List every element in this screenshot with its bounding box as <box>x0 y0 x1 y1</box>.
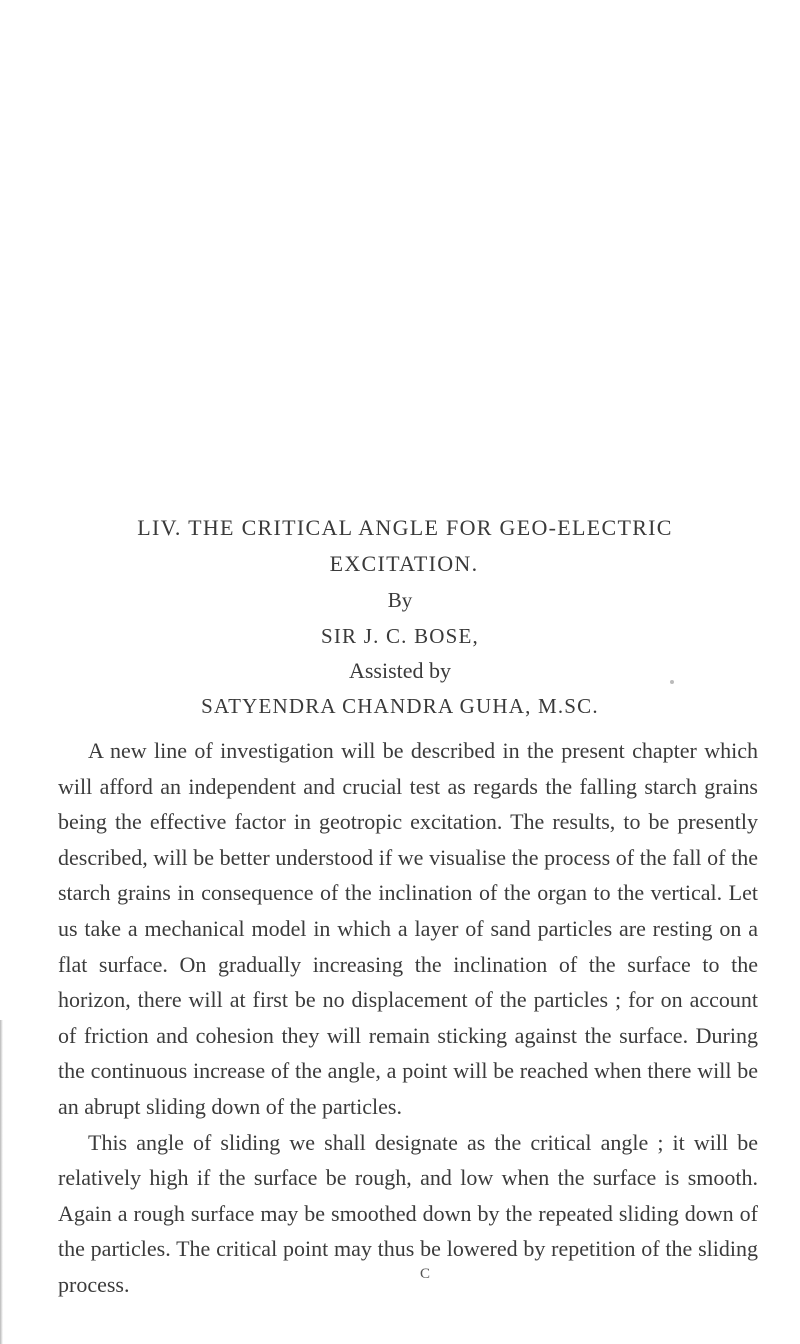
chapter-title-line-2: EXCITATION. <box>329 551 479 576</box>
chapter-title <box>0 510 800 582</box>
paper-speck <box>670 680 674 684</box>
paragraph-1: A new line of investigation will be described in the present chapter which will afford an independent and crucial test as regards the falling starch grains being the effective factor in geotropic excitation. The results, to be presently described, will be better understood if we visualise the process of the fall of the starch grains in consequence of the inclination of the organ to the vertical. Let us take a mechanical model in which a layer of sand particles are resting on a flat surface. On gradually increasing the inclination of the surface to the horizon, there will at first be no displacement of the particles ; for on account of friction and cohesion they will remain sticking against the surface. During the continuous increase of the angle, a point will be reached when there will be an abrupt sliding down of the particles. <box>58 738 758 1119</box>
chapter-heading <box>0 510 800 724</box>
page-edge-shadow <box>0 1020 3 1344</box>
body-text <box>58 733 758 1303</box>
printer-signature-mark: C <box>420 1266 431 1282</box>
paragraph-2: This angle of sliding we shall designate as the critical angle ; it will be relatively high if the surface be rough, and low when the surface is smooth. Again a rough surface may be smoothed down by the repeated sliding down of the particles. The critical point may thus be lowered by repetition of the sliding process. <box>58 1129 758 1297</box>
byline: By <box>387 588 413 612</box>
assisted-by-label: Assisted by <box>348 658 452 683</box>
chapter-title-line-1: LIV. THE CRITICAL ANGLE FOR GEO-ELECTRIC <box>137 515 673 540</box>
assistant-name: SATYENDRA CHANDRA GUHA, M.SC. <box>201 694 599 718</box>
author-name: SIR J. C. BOSE, <box>320 624 480 648</box>
